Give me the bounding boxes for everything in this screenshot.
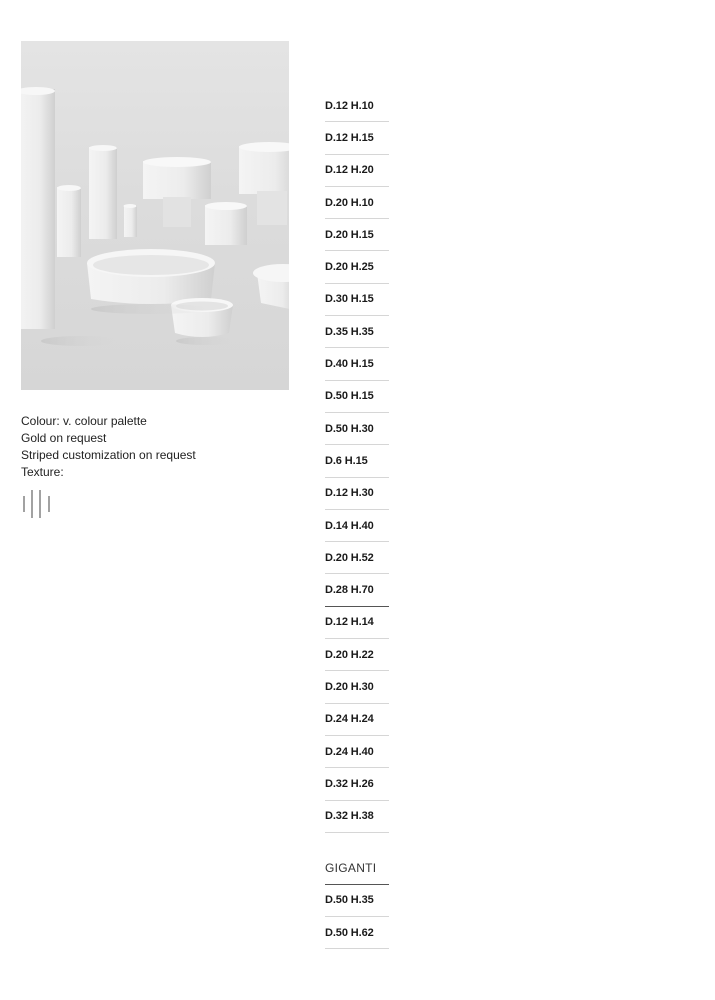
gold-info: Gold on request [21, 431, 107, 445]
size-row: D.32 H.26 [325, 768, 389, 800]
size-row: D.12 H.30 [325, 478, 389, 510]
colour-info: Colour: v. colour palette [21, 414, 147, 428]
size-row: D.12 H.10 [325, 90, 389, 122]
size-row: D.12 H.14 [325, 607, 389, 639]
ceramic-vases-illustration [21, 41, 289, 390]
size-row: D.35 H.35 [325, 316, 389, 348]
size-row: D.24 H.24 [325, 704, 389, 736]
size-row: D.50 H.15 [325, 381, 389, 413]
size-list [325, 90, 389, 949]
size-row: D.20 H.15 [325, 219, 389, 251]
size-row: D.20 H.52 [325, 542, 389, 574]
size-row: D.30 H.15 [325, 284, 389, 316]
size-row: D.50 H.30 [325, 413, 389, 445]
size-row: D.24 H.40 [325, 736, 389, 768]
size-row: D.6 H.15 [325, 445, 389, 477]
group-spacer [325, 833, 389, 853]
size-row: D.40 H.15 [325, 348, 389, 380]
giganti-size-row: D.50 H.35 [325, 885, 389, 917]
size-row: D.12 H.20 [325, 155, 389, 187]
product-photo [21, 41, 289, 390]
product-info [21, 413, 281, 481]
texture-label: Texture: [21, 465, 64, 479]
striped-info: Striped customization on request [21, 448, 196, 462]
giganti-size-row: D.50 H.62 [325, 917, 389, 949]
size-row: D.32 H.38 [325, 801, 389, 833]
size-row: D.14 H.40 [325, 510, 389, 542]
giganti-heading: GIGANTI [325, 853, 389, 885]
size-row: D.28 H.70 [325, 574, 389, 606]
size-row: D.20 H.10 [325, 187, 389, 219]
size-row: D.20 H.25 [325, 251, 389, 283]
size-row: D.20 H.30 [325, 671, 389, 703]
size-row: D.20 H.22 [325, 639, 389, 671]
size-row: D.12 H.15 [325, 122, 389, 154]
vertical-lines-texture-icon [22, 488, 54, 520]
